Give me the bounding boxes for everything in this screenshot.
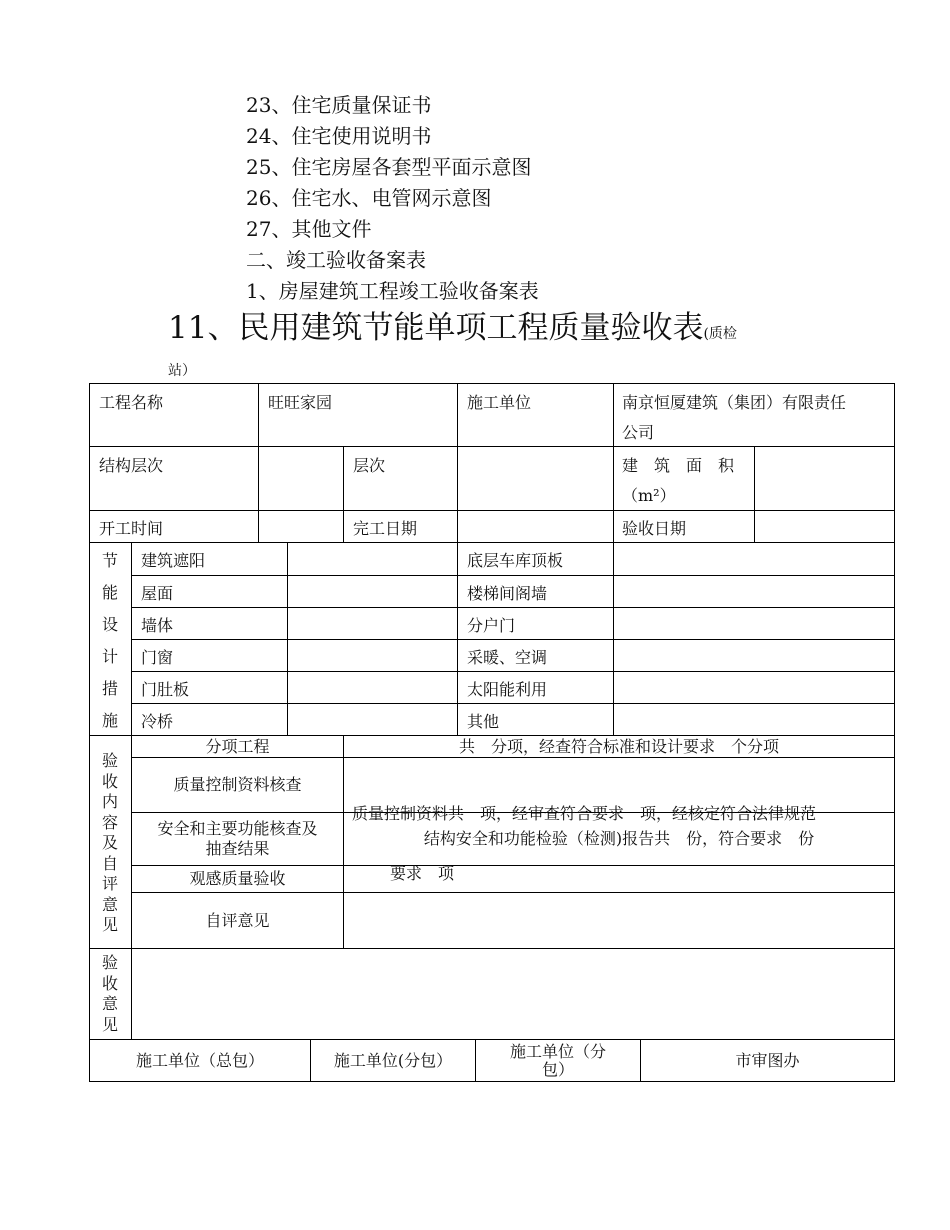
start-time-label: 开工时间 (99, 519, 164, 538)
vertical-char: 收 (101, 973, 118, 993)
table-rule (89, 542, 895, 543)
vertical-char: 收 (101, 771, 118, 791)
self-evaluation-label: 自评意见 (205, 910, 270, 930)
vertical-char: 及 (101, 833, 118, 852)
list-item: 27、其他文件 (246, 217, 372, 241)
acceptance-table (89, 383, 895, 1082)
building-area-unit: （m²） (622, 486, 676, 505)
table-rule (89, 510, 895, 511)
form-title (168, 308, 737, 348)
vertical-char: 措 (101, 679, 118, 698)
vertical-char: 计 (101, 647, 118, 666)
table-rule (613, 383, 614, 736)
vertical-char: 节 (101, 551, 118, 570)
vertical-char: 内 (101, 792, 118, 811)
sign-city-review-office: 市审图办 (735, 1050, 800, 1070)
measures-section-label (90, 545, 130, 737)
acceptance-date-label: 验收日期 (622, 519, 687, 538)
vertical-char: 容 (101, 812, 118, 832)
finish-date-label: 完工日期 (353, 519, 418, 538)
sign-subcontractor-2 (476, 1040, 640, 1081)
contractor-value: 南京恒厦建筑（集团）有限责任 (622, 393, 847, 412)
sub-project-label: 分项工程 (205, 736, 270, 756)
table-rule (754, 446, 755, 543)
measure-item: 太阳能利用 (467, 680, 548, 699)
vertical-char: 能 (101, 583, 118, 602)
vertical-char: 见 (101, 1014, 118, 1034)
qc-value-line: 质量控制资料共 项，经审查符合要求 项，经核定符合法律规范 (352, 804, 817, 823)
measure-item: 屋面 (141, 584, 174, 603)
table-rule (89, 948, 895, 949)
list-item: 23、住宅质量保证书 (246, 93, 432, 117)
sign-line: 施工单位（分 (509, 1041, 606, 1061)
safety-label-line: 抽查结果 (205, 839, 270, 858)
vertical-char: 验 (101, 953, 118, 972)
list-item: 24、住宅使用说明书 (246, 124, 432, 148)
sign-subcontractor: 施工单位(分包） (333, 1050, 453, 1070)
sign-general-contractor: 施工单位（总包） (135, 1050, 264, 1070)
vertical-char: 自 (101, 853, 118, 873)
qc-label: 质量控制资料核查 (173, 775, 302, 794)
table-rule (89, 1081, 895, 1082)
vertical-char: 意 (101, 994, 118, 1013)
vertical-char: 见 (101, 915, 118, 934)
measure-item: 底层车库顶板 (467, 551, 564, 570)
measure-item: 冷桥 (141, 712, 174, 731)
list-item: 1、房屋建筑工程竣工验收备案表 (246, 279, 539, 303)
list-item: 二、竣工验收备案表 (246, 248, 426, 272)
measure-item: 采暖、空调 (467, 648, 548, 667)
structure-label: 结构层次 (99, 456, 164, 475)
safety-value: 结构安全和功能检验（检测)报告共 份，符合要求 份 (423, 829, 815, 848)
qc-value-line: 要求 项 (390, 864, 455, 883)
contractor-label: 施工单位 (467, 393, 532, 412)
review-section-label (90, 751, 130, 936)
form-title-main: 11、民用建筑节能单项工程质量验收表 (168, 310, 704, 346)
visual-quality-label: 观感质量验收 (189, 869, 286, 888)
measure-item: 其他 (467, 712, 500, 731)
measure-item: 分户门 (467, 616, 516, 635)
opinion-section-label (90, 953, 130, 1035)
measure-item: 楼梯间阁墙 (467, 584, 548, 603)
measure-item: 建筑遮阳 (141, 551, 206, 570)
vertical-char: 验 (101, 751, 118, 770)
table-rule (89, 383, 895, 384)
document-list (246, 90, 539, 307)
safety-label (132, 813, 343, 865)
floors-label: 层次 (353, 456, 386, 475)
building-area-label: 建 筑 面 积 (622, 456, 735, 475)
sub-project-value: 共 分项，经查符合标准和设计要求 个分项 (458, 736, 779, 756)
table-rule (343, 446, 344, 543)
safety-label-line: 安全和主要功能核查及 (157, 819, 318, 838)
table-rule (258, 383, 259, 543)
contractor-value-line2: 公司 (622, 423, 655, 442)
project-name-label: 工程名称 (99, 393, 164, 412)
vertical-char: 评 (101, 874, 118, 893)
vertical-char: 施 (101, 711, 118, 730)
table-rule (287, 542, 288, 736)
table-rule (457, 383, 458, 736)
table-rule (89, 446, 895, 447)
table-rule (894, 383, 895, 1082)
sign-line: 包） (541, 1059, 574, 1079)
list-item: 25、住宅房屋各套型平面示意图 (246, 155, 532, 179)
list-item: 26、住宅水、电管网示意图 (246, 186, 492, 210)
measure-item: 门窗 (141, 648, 174, 667)
form-title-suffix-line2: 站） (168, 363, 196, 379)
vertical-char: 意 (101, 894, 118, 914)
vertical-char: 设 (101, 615, 118, 634)
project-name-value: 旺旺家园 (268, 393, 333, 412)
form-title-suffix: (质检 (703, 326, 737, 342)
measure-item: 墙体 (141, 616, 174, 635)
measure-item: 门肚板 (141, 680, 190, 699)
